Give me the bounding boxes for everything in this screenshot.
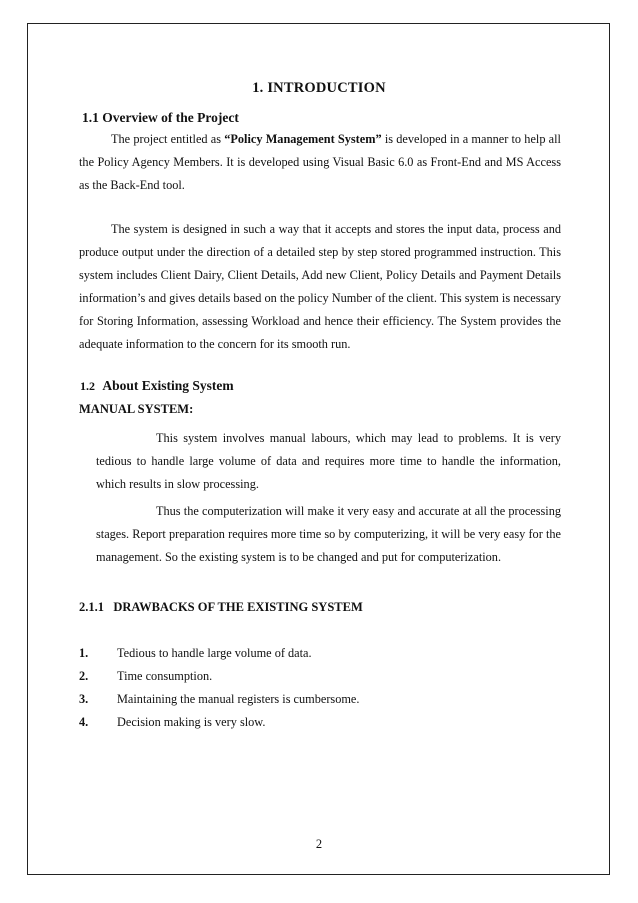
overview-paragraph: The project entitled as “Policy Management System” is developed in a manner to help all the Policy Agency Members. It is developed using Visual Basic 6.0 as Front-End and MS Access as the Back-End tool. xyxy=(79,132,561,192)
manual-system-subtitle: MANUAL SYSTEM: xyxy=(79,402,194,416)
drawbacks-heading: 2.1.1 DRAWBACKS OF THE EXISTING SYSTEM xyxy=(79,600,363,614)
chapter-title: 1. INTRODUCTION xyxy=(252,80,386,96)
existing-system-heading: 1.2 About Existing System xyxy=(80,378,234,393)
page-number: 2 xyxy=(315,837,323,851)
manual-system-paragraph-2: Thus the computerization will make it very easy and accurate at all the processing stages. Report preparation requires more time so by computerizing, it will be very easy for the management. So the existing system is to be changed and put for computerization. xyxy=(96,504,561,564)
overview-heading: 1.1 Overview of the Project xyxy=(82,110,239,125)
system-paragraph: The system is designed in such a way that it accepts and stores the input data, process and produce output under the direction of a detailed step by step stored programmed instruction. This system includes Client Dairy, Client Details, Add new Client, Policy Details and Payment Details information’s and gives details based on the policy Number of the client. This system is necessary for Storing Information, assessing Workload and hence their efficiency. The System provides the adequate information to the concern for its smooth run. xyxy=(79,222,561,351)
document-page: 1. INTRODUCTION 1.1 Overview of the Project The project entitled as “Policy Management System” is developed in a manner to help all the Policy Agency Members. It is developed using Visual Basic 6.0 as Front-End and MS Access as the Back-End tool. The system is designed in such a way that it accepts and stores the input data, process and produce output under the direction of a detailed step by step stored programmed instruction. This system includes Client Dairy, Client Details, Add new Client, Policy Details and Payment Details information’s and gives details based on the policy Number of the client. This system is necessary for Storing Information, assessing Workload and hence their efficiency. The System provides the adequate information to the concern for its smooth run. 1.2 About Existing System MANUAL SYSTEM: This system involves manual labours, which may lead to problems. It is very tedious to handle large volume of data and requires more time to handle the information, which results in slow processing. Thus the computerization will make it very easy and accurate at all the processing stages. Report preparation requires more time so by computerizing, it will be very easy for the management. So the existing system is to be changed and put for computerization. 2.1.1 DRAWBACKS OF THE EXISTING SYSTEM 1. Tedious to handle large volume of data. 2. Time consumption. 3. Maintaining the manual registers is cumbersome. 4. Decision making is very slow. 2 xyxy=(0,0,638,903)
manual-system-paragraph-1: This system involves manual labours, which may lead to problems. It is very tedious to handle large volume of data and requires more time to handle the information, which results in slow processing. xyxy=(96,431,561,491)
